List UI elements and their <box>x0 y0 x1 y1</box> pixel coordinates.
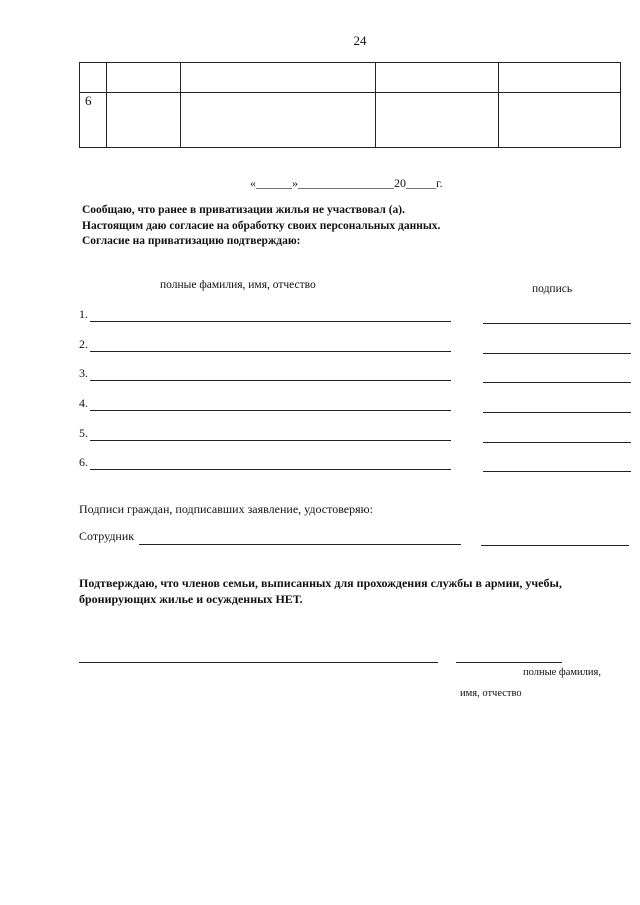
employee-signature-line[interactable] <box>481 545 629 546</box>
certify-text: Подписи граждан, подписавших заявление, удостоверяю: <box>79 502 373 516</box>
name-line[interactable] <box>90 469 451 470</box>
signature-row-number: 2. <box>79 337 88 351</box>
name-line[interactable] <box>90 410 451 411</box>
signature-line[interactable] <box>483 412 631 413</box>
confirm-text-line-2: бронирующих жилье и осужденных НЕТ. <box>79 592 303 606</box>
signature-line[interactable] <box>483 442 631 443</box>
signature-row-number: 3. <box>79 366 88 380</box>
date-field[interactable]: «______»________________20_____г. <box>250 176 443 190</box>
signature-row-number: 1. <box>79 307 88 321</box>
signature-row-number: 4. <box>79 396 88 410</box>
employee-name-line[interactable] <box>139 544 461 545</box>
applicants-table <box>79 62 621 148</box>
confirm-signature-line[interactable] <box>79 662 438 663</box>
signature-line[interactable] <box>483 323 631 324</box>
footer-note-line-1: полные фамилия, <box>523 667 601 678</box>
signature-row-number: 6. <box>79 455 88 469</box>
statement-data-consent: Настоящим даю согласие на обработку своих персональных данных. <box>82 220 441 232</box>
table-column-divider <box>180 63 181 147</box>
signature-line[interactable] <box>483 353 631 354</box>
signature-column-label: подпись <box>532 283 573 295</box>
table-column-divider <box>498 63 499 147</box>
signature-row-number: 5. <box>79 426 88 440</box>
name-line[interactable] <box>90 380 451 381</box>
footer-note-line-2: имя, отчество <box>460 688 522 699</box>
name-line[interactable] <box>90 440 451 441</box>
table-row <box>80 63 620 93</box>
name-line[interactable] <box>90 321 451 322</box>
name-column-label: полные фамилия, имя, отчество <box>160 279 316 291</box>
signature-line[interactable] <box>483 382 631 383</box>
page-number: 24 <box>353 33 367 48</box>
name-line[interactable] <box>90 351 451 352</box>
confirm-name-line[interactable] <box>456 662 562 663</box>
signature-line[interactable] <box>483 471 631 472</box>
employee-label: Сотрудник <box>79 529 135 543</box>
confirm-text-line-1: Подтверждаю, что членов семьи, выписанных для прохождения службы в армии, учебы, <box>79 576 562 590</box>
table-column-divider <box>375 63 376 147</box>
table-column-divider <box>106 63 107 147</box>
statement-privatization-consent: Согласие на приватизацию подтверждаю: <box>82 235 301 247</box>
table-row-number: 6 <box>85 93 92 108</box>
statement-not-participated: Сообщаю, что ранее в приватизации жилья не участвовал (а). <box>82 204 406 216</box>
